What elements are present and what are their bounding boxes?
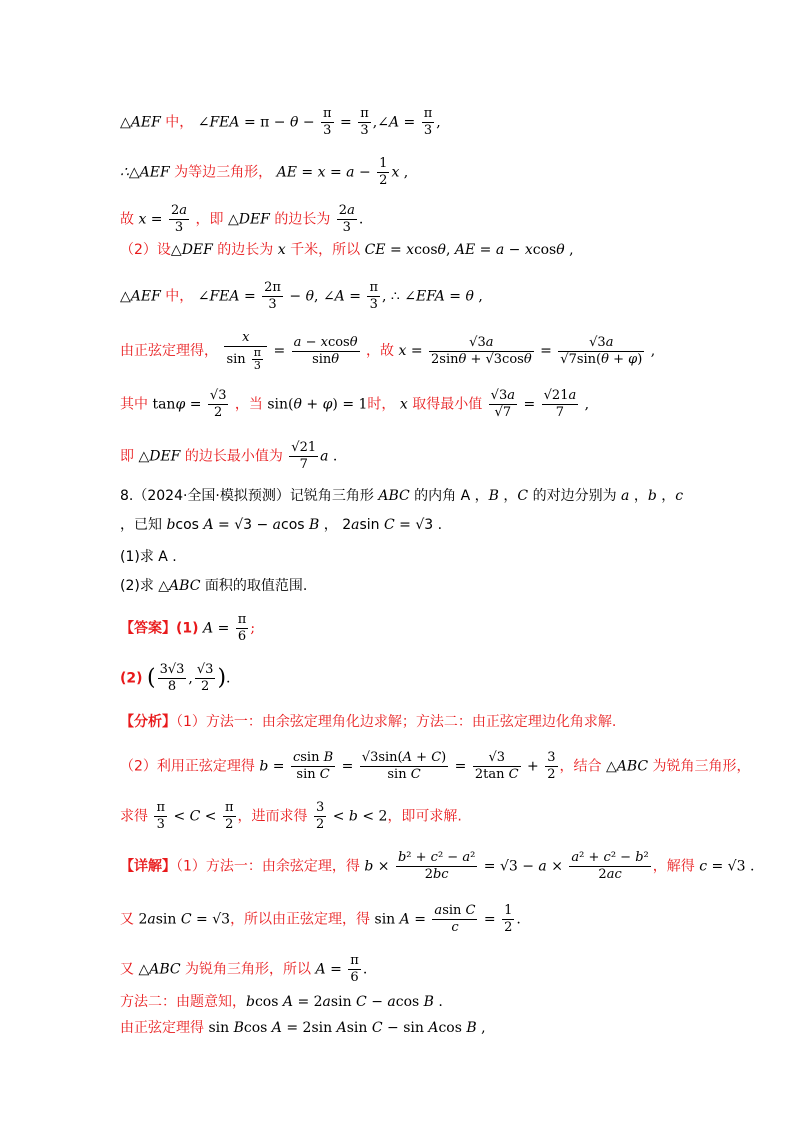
detail-line-4: 方法二：由题意知，bcos A = 2asin C − acos B . [120, 994, 443, 1010]
solution-line-6: 由正弦定理得， x sin $\frac{\pi}{3}$ = $\frac{a - xcos\theta}{\sin\theta}$ ，故 x = $\frac{√3a}{2\sin\theta + √3\cos\theta}$ = $\frac{√3a}{√7\sin(\theta + \varphi)}$ , [120, 330, 656, 372]
solution-line-1: △AEF 中， ∠FEA = π − θ − $\frac{\pi}{3}$ = $\frac{\pi}{3}$ ,∠A = $\frac{\pi}{3}$ , [120, 106, 441, 138]
detail-line-5: 由正弦定理得 sin Bcos A = 2sin Asin C − sin Acos B , [120, 1020, 486, 1036]
solution-line-7: 其中 tanφ = $\frac{√3}{2}$ ，当 sin(θ + φ) = 1时， x 取得最小值 $\frac{√3a}{√7}$ = $\frac{√21a}{7}$ , [120, 388, 590, 420]
question-8-part-2: (2)求 △ABC 面积的取值范围. [120, 578, 308, 594]
solution-line-3: 故 x = $\frac{2a}{3}$ ，即 △DEF 的边长为 $\frac{2a}{3}$ . [120, 203, 364, 235]
analysis-line-3: 求得 $\frac{\pi}{3}$ < C < $\frac{\pi}{2}$ ，进而求得 $\frac{3}{2}$ < b < 2，即可求解. [120, 800, 462, 832]
detail-line-1: 【详解】（1）方法一：由余弦定理，得 b × $\frac{\text{b² + c² − a²}}{2bc}$ = √3 − a × $\frac{\text{a² + c² − b²}}{2ac}$ ，解得 c = √3 . [120, 850, 755, 882]
question-8-line-2: ，已知 bcos A = √3 − acos B ， 2asin C = √3 . [120, 517, 443, 533]
analysis-line-2: （2）利用正弦定理得 b = $\frac{\text{csin B}}{\text{sin C}}$ = $\frac{√3\sin(A + C)}{\text{sin C}}$ = $\frac{√3}{\text{2tan C}}$ + $\frac{3}{2}$ ，结合 △ABC 为锐角三角形， [120, 750, 751, 782]
solution-line-2: ∴△AEF 为等边三角形， AE = x = a − $\frac{1}{2}$ x , [120, 156, 409, 188]
detail-line-3: 又 △ABC 为锐角三角形，所以 A = $\frac{\pi}{6}$ . [120, 953, 368, 985]
detail-line-2: 又 2asin C = √3，所以由正弦定理，得 sin A = $\frac{\text{asin C}}{c}$ = $\frac{1}{2}$ . [120, 903, 521, 935]
solution-line-5: △AEF 中， ∠FEA = $\frac{2\pi}{3}$ − θ, ∠A = $\frac{\pi}{3}$ , ∴ ∠EFA = θ , [120, 280, 483, 312]
solution-line-4: （2）设△DEF 的边长为 x 千米，所以 CE = xcosθ, AE = a − xcosθ , [120, 242, 574, 258]
solution-line-8: 即 △DEF 的边长最小值为 $\frac{√21}{7}$ a . [120, 440, 338, 472]
question-8-line-1: 8.（2024·全国·模拟预测）记锐角三角形 ABC 的内角 A ，B ，C 的对边分别为 a ，b ，c [120, 488, 684, 504]
question-8-part-1: (1)求 A . [120, 549, 177, 565]
answer-line-1: 【答案】(1) A = $\frac{\pi}{6}$ ; [120, 612, 256, 644]
analysis-line-1: 【分析】（1）方法一：由余弦定理角化边求解；方法二：由正弦定理边化角求解. [120, 714, 617, 730]
answer-line-2: (2) ( $\frac{3√3}{8}$ , $\frac{√3}{2}$ ). [120, 662, 231, 694]
